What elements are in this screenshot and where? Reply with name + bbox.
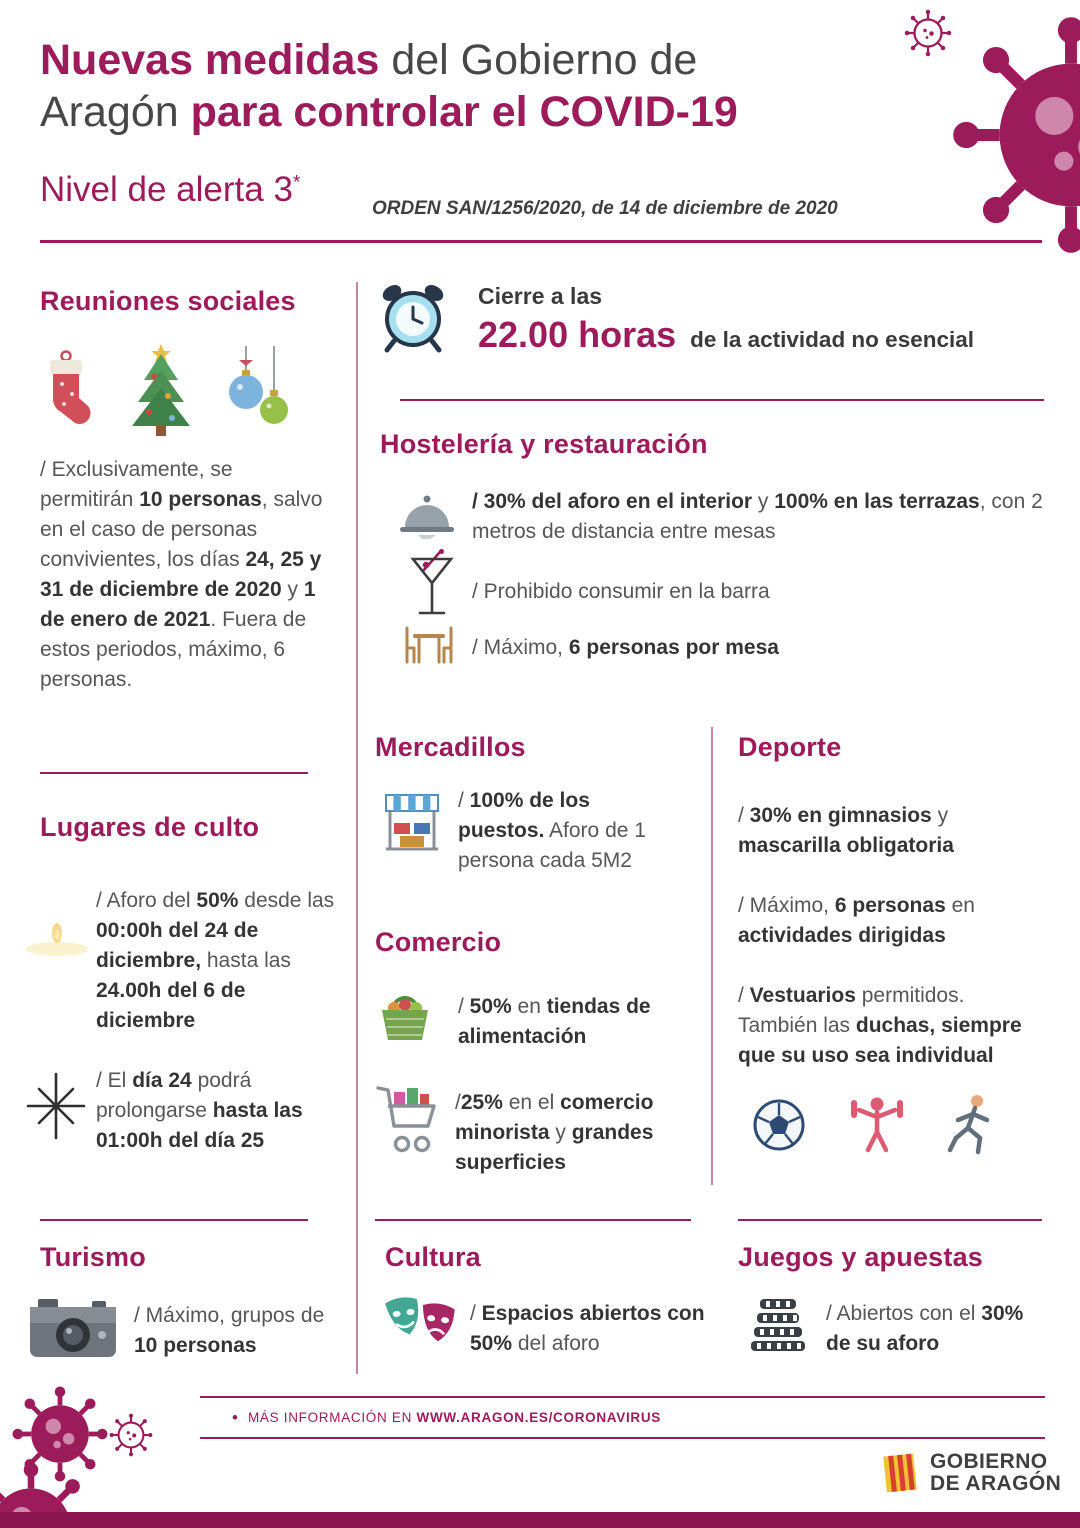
grocery-basket-icon [376, 986, 434, 1044]
order-reference: ORDEN SAN/1256/2020, de 14 de diciembre de 2020 [372, 198, 838, 219]
left-divider-2 [40, 1219, 308, 1221]
candle-icon [22, 915, 92, 960]
footer-bullet: • [232, 1407, 238, 1427]
table-chairs-icon [400, 620, 458, 668]
title-plain-2: Aragón [40, 88, 191, 137]
cultura-item-text: / Espacios abiertos con 50% del aforo [470, 1302, 705, 1356]
gobierno-aragon-logo [880, 1450, 1061, 1496]
star-icon [22, 1072, 90, 1140]
alert-level [40, 170, 300, 210]
title-accent-2: para controlar el COVID-19 [190, 88, 738, 137]
title-accent-1: Nuevas medidas [40, 36, 380, 84]
logo-line-1: GOBIERNO [930, 1449, 1048, 1473]
runner-icon [942, 1092, 996, 1158]
deporte-item-1-text: / 30% en gimnasios y mascarilla obligatoria [738, 804, 954, 858]
section-heading-juegos: Juegos y apuestas [738, 1242, 984, 1272]
reuniones-body: / Exclusivamente, se permitirán 10 personas, salvo en el caso de personas convivientes, los días 24, 25 y 31 de diciembre de 2020 y 1 de enero de 2021. Fuera de estos periodos, máximo, 6 personas. [40, 458, 323, 692]
theater-masks-icon [382, 1293, 458, 1357]
middle-divider-bottom [375, 1219, 691, 1221]
poker-chips-icon [748, 1291, 808, 1353]
hosteleria-item-2-text: / Prohibido consumir en la barra [472, 580, 770, 603]
left-divider-1 [40, 772, 308, 774]
closing-block [478, 283, 974, 356]
section-heading-cultura: Cultura [385, 1242, 481, 1272]
christmas-ornaments-icon [228, 346, 292, 438]
section-heading-turismo: Turismo [40, 1242, 146, 1272]
virus-large-icon [952, 16, 1080, 254]
bottom-bar [0, 1512, 1080, 1528]
camera-icon [28, 1295, 118, 1361]
closing-intro: Cierre a las [478, 283, 603, 309]
cocktail-icon [410, 549, 454, 623]
soccer-ball-icon [752, 1098, 806, 1152]
page-title [40, 34, 890, 139]
closing-time: 22.00 horas [478, 314, 677, 355]
closing-scope: de la actividad no esencial [690, 327, 974, 352]
section-heading-reuniones: Reuniones sociales [40, 286, 296, 316]
footer-info-link[interactable]: WWW.ARAGON.ES/CORONAVIRUS [416, 1410, 662, 1425]
cloche-icon [398, 489, 456, 539]
juegos-item-text: / Abiertos con el 30% de su aforo [826, 1302, 1024, 1356]
culto-item-1-text: / Aforo del 50% desde las 00:00h del 24 de diciembre, hasta las 24.00h del 6 de diciembre [96, 889, 335, 1033]
aragon-flag-icon [880, 1450, 920, 1496]
market-stall-icon [382, 791, 442, 855]
footer-info-text [248, 1410, 661, 1425]
deporte-item-3-text: / Vestuarios permitidos. También las duchas, siempre que su uso sea individual [738, 984, 1022, 1068]
dumbbell-lifter-icon [846, 1092, 908, 1156]
turismo-item-text: / Máximo, grupos de 10 personas [134, 1304, 325, 1358]
section-heading-culto: Lugares de culto [40, 812, 260, 842]
christmas-stocking-icon [42, 350, 94, 438]
column-divider-left [356, 282, 358, 1374]
virus-small-outline-icon [903, 8, 953, 58]
closing-divider [400, 399, 1044, 401]
virus-bottom-small-outline-icon [108, 1412, 154, 1458]
mercadillos-item-text: / 100% de los puestos. Aforo de 1 persona cada 5M2 [458, 789, 646, 873]
section-heading-mercadillos: Mercadillos [375, 732, 526, 762]
footer-info-prefix: MÁS INFORMACIÓN EN [247, 1410, 417, 1425]
right-divider-bottom [738, 1219, 1042, 1221]
alarm-clock-icon [378, 281, 448, 353]
christmas-icons-row [42, 336, 312, 438]
shopping-cart-icon [374, 1082, 436, 1158]
column-divider-right [711, 727, 713, 1185]
alert-asterisk: * [292, 172, 301, 194]
logo-text [930, 1451, 1061, 1495]
culto-item-2-text: / El día 24 podrá prolongarse hasta las 01:00h del día 25 [96, 1069, 303, 1153]
deporte-item-2-text: / Máximo, 6 personas en actividades dirigidas [738, 894, 975, 948]
header-divider [40, 240, 1042, 243]
section-heading-comercio: Comercio [375, 927, 502, 957]
christmas-tree-icon [122, 342, 200, 438]
section-heading-hosteleria: Hostelería y restauración [380, 429, 708, 459]
comercio-item-1-text: / 50% en tiendas de alimentación [458, 995, 651, 1049]
alert-level-text: Nivel de alerta 3 [40, 170, 293, 209]
section-heading-deporte: Deporte [738, 732, 842, 762]
logo-line-2: DE ARAGÓN [930, 1472, 1062, 1495]
hosteleria-item-1-text: / 30% del aforo en el interior y 100% en las terrazas, con 2 metros de distancia entre mesas [472, 490, 1043, 544]
hosteleria-item-3-text: / Máximo, 6 personas por mesa [472, 636, 779, 659]
comercio-item-2-text: /25% en el comercio minorista y grandes superficies [455, 1091, 654, 1175]
footer-info-banner [200, 1396, 1045, 1439]
title-plain-1: del Gobierno de [379, 36, 698, 84]
